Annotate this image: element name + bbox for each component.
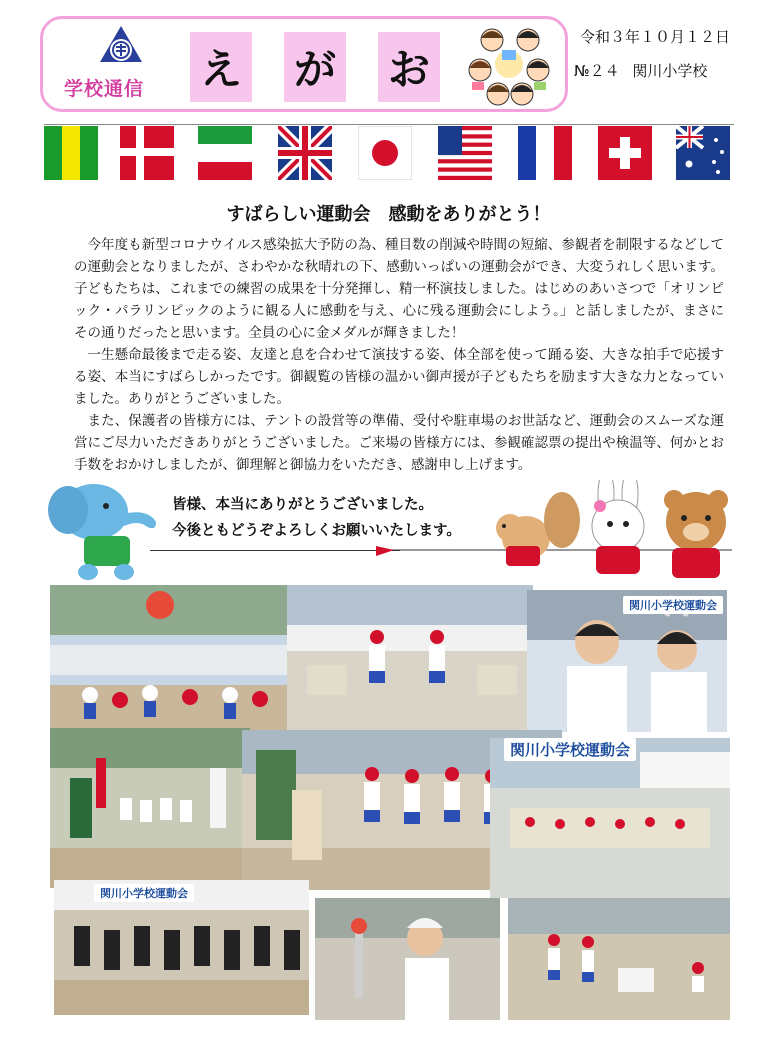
children-circle-illustration: [462, 20, 556, 108]
paragraph-1: 今年度も新型コロナウイルス感染拡大予防の為、種目数の削減や時間の短縮、参観者を制限するなどしての運動会となりましたが、さわやかな秋晴れの下、感動いっぱいの運動会ができ、大変うれしく思います。子どもたちは、これまでの練習の成果を十分発揮し、精一杯演技しました。はじめのあいさつで「オリンピック・パラリンピックのように観る人に感動を与え、心に残る運動会にしよう。」と話しましたが、まさにその通りだったと思います。全員の心に金メダルが輝きました！: [74, 237, 724, 341]
elephant-illustration: [44, 478, 164, 586]
italy-flag-icon: [198, 126, 252, 180]
school-name: 関川小学校: [632, 62, 708, 80]
japan-flag-icon: [358, 126, 412, 180]
rope-line: [150, 550, 400, 551]
title-char-2: が: [284, 32, 346, 102]
issue-line: [574, 60, 707, 81]
uk-flag-icon: [278, 126, 332, 180]
thanks-line-2: 今後ともどうぞよろしくお願いいたします。: [172, 523, 461, 539]
issue-number: №２４: [574, 62, 620, 80]
brazil-flag-icon: [44, 126, 98, 180]
photo-children-running: [287, 585, 533, 735]
photo-boy-with-torch: [315, 898, 500, 1020]
animal-friends-illustration: [376, 480, 732, 592]
school-emblem-icon: [98, 24, 144, 70]
photo-tent-area: [490, 738, 730, 898]
switzerland-flag-icon: [598, 126, 652, 180]
event-banner-1: 関川小学校運動会: [623, 596, 723, 614]
title-char-3: お: [378, 32, 440, 102]
thanks-line-1: 皆様、本当にありがとうございました。: [172, 497, 433, 513]
photo-obstacle-race: [508, 898, 730, 1020]
paragraph-2: 一生懸命最後まで走る姿、友達と息を合わせて演技する姿、体全部を使って踊る姿、大きな拍手で応援する姿、本当にすばらしかったです。御観覧の皆様の温かい御声援が子どもたちを励ます大きな力となっていました。ありがとうございました。: [74, 347, 724, 407]
photo-flag-parade: [50, 728, 250, 888]
event-banner-2: 関川小学校運動会: [504, 738, 636, 761]
event-banner-3: 関川小学校運動会: [94, 884, 194, 902]
issue-date: 令和３年１０月１２日: [580, 28, 731, 46]
title-char-1: え: [190, 32, 252, 102]
france-flag-icon: [518, 126, 572, 180]
photo-ball-toss: [50, 585, 295, 735]
photo-closeup-runners: [527, 590, 727, 732]
paragraph-3: また、保護者の皆様方には、テントの設営等の準備、受付や駐車場のお世話など、運動会のスムーズな運営にご尽力いただきありがとうございました。ご来場の皆様方には、参観確認票の提出や検温等、何かとお手数をおかけしましたが、御理解と御協力をいただき、感謝申し上げます。: [74, 413, 724, 473]
newsletter-label: 学校通信: [64, 78, 145, 100]
photo-dance-group: [54, 880, 309, 1015]
flag-rope: [44, 124, 734, 125]
body-text: [74, 234, 724, 476]
australia-flag-icon: [676, 126, 730, 180]
usa-flag-icon: [438, 126, 492, 180]
denmark-flag-icon: [120, 126, 174, 180]
headline: すばらしい運動会 感動をありがとう！: [226, 204, 551, 225]
